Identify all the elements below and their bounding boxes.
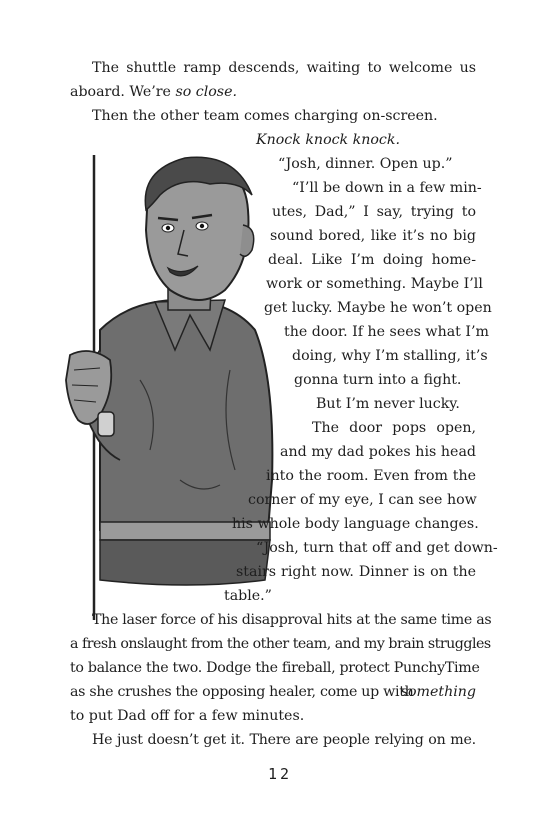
text-line: “Josh, dinner. Open up.” [278,156,453,172]
text-line: Then the other team comes charging on-screen. [92,108,438,124]
text-line: his whole body language changes. [232,516,479,532]
text-line: The shuttle ramp descends, waiting to welcome us [92,60,476,76]
text-line: a fresh onslaught from the other team, and my brain struggles [70,636,491,652]
text-line: to put Dad off for a few minutes. [70,708,305,724]
text-line: and my dad pokes his head [280,444,476,460]
text-line: get lucky. Maybe he won’t open [264,300,492,316]
text-line: He just doesn’t get it. There are people relying on me. [92,732,476,748]
text-line: “Josh, turn that off and get down- [256,540,498,556]
text-line: to balance the two. Dodge the fireball, protect PunchyTime [70,660,480,676]
text-line: utes, Dad,” I say, trying to [272,204,476,220]
text-line: The door pops open, [312,420,476,436]
text-line: But I’m never lucky. [316,396,460,412]
text-line: table.” [224,588,272,604]
text-line: aboard. We’re so close. [70,84,237,100]
text-line: work or something. Maybe I’ll [266,276,483,292]
text-line: deal. Like I’m doing home- [268,252,476,268]
text-line: sound bored, like it’s no big [270,228,476,244]
text-line-emphasis: something [400,684,476,700]
text-line: gonna turn into a fight. [294,372,462,388]
text-line: Knock knock knock. [256,132,400,148]
text-line: as she crushes the opposing healer, come up with [70,684,414,700]
page-number: 12 [267,765,293,783]
text-line: the door. If he sees what I’m [284,324,489,340]
text-line: corner of my eye, I can see how [248,492,477,508]
text-line: stairs right now. Dinner is on the [236,564,476,580]
text-line: doing, why I’m stalling, it’s [292,348,488,364]
text-line: “I’ll be down in a few min- [292,180,482,196]
text-line: into the room. Even from the [266,468,476,484]
text-line: The laser force of his disapproval hits at the same time as [92,612,492,628]
